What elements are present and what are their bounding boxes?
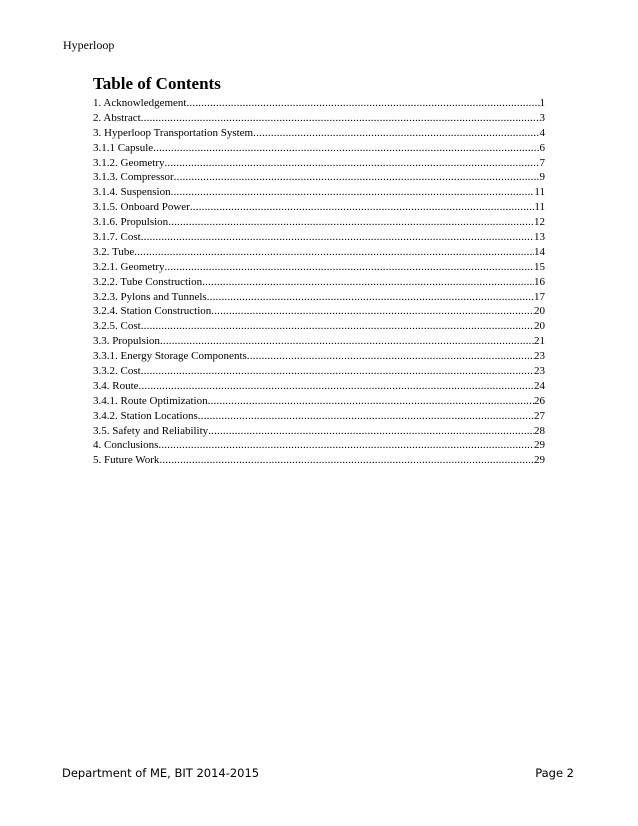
toc-entry-page: 3 bbox=[539, 111, 545, 124]
toc-entry-page: 6 bbox=[539, 141, 545, 154]
toc-entry-page: 13 bbox=[534, 231, 545, 244]
toc-entry bbox=[93, 215, 545, 230]
toc-entry-page: 1 bbox=[539, 97, 545, 109]
toc-entry-label: 3.2.2. Tube Construction bbox=[93, 275, 203, 288]
toc-entry bbox=[93, 453, 545, 468]
toc-entry bbox=[93, 379, 545, 394]
toc-entry-label: 3.2.1. Geometry bbox=[93, 260, 165, 273]
toc-dot-leader bbox=[160, 334, 534, 349]
toc-dot-leader bbox=[247, 349, 534, 364]
toc-dot-leader bbox=[207, 290, 534, 305]
toc-entry-page: 16 bbox=[534, 275, 545, 288]
toc-entry bbox=[93, 349, 545, 364]
toc-dot-leader bbox=[171, 185, 535, 200]
toc-entry bbox=[93, 409, 545, 424]
toc-entry-label: 3.2.4. Station Construction bbox=[93, 305, 212, 318]
toc-entry bbox=[93, 111, 545, 126]
toc-entry-page: 28 bbox=[534, 424, 545, 437]
toc-entry-label: 3.1.4. Suspension bbox=[93, 186, 171, 199]
toc-dot-leader bbox=[190, 200, 535, 215]
toc-entry bbox=[93, 185, 545, 200]
toc-dot-leader bbox=[168, 215, 534, 230]
toc-entry-label: 3.4. Route bbox=[93, 379, 139, 392]
toc-entry-label: 3.3. Propulsion bbox=[93, 335, 160, 348]
toc-entry-page: 17 bbox=[534, 290, 545, 303]
toc-entry-label: 3.3.1. Energy Storage Components bbox=[93, 350, 247, 363]
toc-title: Table of Contents bbox=[93, 74, 221, 93]
toc-dot-leader bbox=[158, 438, 534, 453]
toc-entry-label: 3.5. Safety and Reliability bbox=[93, 424, 209, 437]
toc-entry-page: 15 bbox=[534, 260, 545, 273]
toc-dot-leader bbox=[208, 394, 534, 409]
toc-entry-label: 3.3.2. Cost bbox=[93, 365, 141, 378]
toc-entry-page: 14 bbox=[534, 245, 545, 258]
toc-entry-page: 7 bbox=[539, 156, 545, 169]
footer-page-number: Page 2 bbox=[535, 766, 574, 780]
toc-entry bbox=[93, 96, 545, 111]
toc-entry bbox=[93, 334, 545, 349]
toc-entry-label: 3.4.1. Route Optimization bbox=[93, 394, 208, 407]
toc-entry-page: 23 bbox=[534, 365, 545, 378]
toc-entry bbox=[93, 126, 545, 141]
toc-entry-page: 4 bbox=[539, 126, 545, 139]
toc-dot-leader bbox=[186, 96, 539, 111]
toc-dot-leader bbox=[141, 364, 534, 379]
toc-entry-page: 29 bbox=[534, 439, 545, 452]
toc-entry-label: 3.1.6. Propulsion bbox=[93, 216, 169, 229]
toc-entry bbox=[93, 394, 545, 409]
toc-entry bbox=[93, 156, 545, 171]
toc-dot-leader bbox=[164, 260, 534, 275]
toc-entry-label: 5. Future Work bbox=[93, 454, 160, 467]
toc-dot-leader bbox=[202, 275, 534, 290]
toc-entry-label: 1. Acknowledgement bbox=[93, 97, 187, 109]
toc-dot-leader bbox=[174, 170, 540, 185]
toc-entry bbox=[93, 141, 545, 156]
toc-entry bbox=[93, 200, 545, 215]
toc-entry-page: 12 bbox=[534, 216, 545, 229]
toc-dot-leader bbox=[134, 245, 534, 260]
toc-dot-leader bbox=[164, 156, 539, 171]
toc-dot-leader bbox=[141, 111, 540, 126]
toc-entry bbox=[93, 170, 545, 185]
toc-entry bbox=[93, 260, 545, 275]
toc-list bbox=[93, 96, 545, 468]
toc-entry bbox=[93, 424, 545, 439]
toc-entry bbox=[93, 438, 545, 453]
toc-entry-page: 21 bbox=[534, 335, 545, 348]
toc-entry bbox=[93, 364, 545, 379]
toc-entry-label: 3.1.5. Onboard Power bbox=[93, 201, 190, 214]
toc-entry-label: 2. Abstract bbox=[93, 111, 141, 124]
toc-entry bbox=[93, 230, 545, 245]
toc-entry-label: 3.1.7. Cost bbox=[93, 231, 141, 244]
toc-dot-leader bbox=[208, 424, 534, 439]
toc-entry-label: 3. Hyperloop Transportation System bbox=[93, 126, 254, 139]
toc-entry-label: 3.1.1 Capsule bbox=[93, 141, 154, 154]
toc-entry-label: 3.2.3. Pylons and Tunnels bbox=[93, 290, 207, 303]
toc-entry-label: 3.2. Tube bbox=[93, 245, 135, 258]
toc-entry-page: 11 bbox=[534, 201, 545, 214]
toc-dot-leader bbox=[211, 304, 534, 319]
toc-entry-page: 23 bbox=[534, 350, 545, 363]
toc-dot-leader bbox=[253, 126, 539, 141]
toc-dot-leader bbox=[141, 230, 534, 245]
toc-entry-page: 20 bbox=[534, 305, 545, 318]
toc-entry bbox=[93, 275, 545, 290]
toc-entry-page: 9 bbox=[539, 171, 545, 184]
toc-dot-leader bbox=[159, 453, 534, 468]
toc-entry-label: 4. Conclusions bbox=[93, 439, 159, 452]
toc-dot-leader bbox=[141, 319, 534, 334]
toc-dot-leader bbox=[139, 379, 534, 394]
toc-entry-page: 29 bbox=[534, 454, 545, 467]
toc-entry-page: 27 bbox=[534, 409, 545, 422]
toc-entry-page: 24 bbox=[534, 379, 545, 392]
toc-entry-label: 3.1.2. Geometry bbox=[93, 156, 165, 169]
footer-department: Department of ME, BIT 2014-2015 bbox=[62, 766, 260, 780]
toc-entry-page: 20 bbox=[534, 320, 545, 333]
toc-entry-page: 26 bbox=[534, 394, 545, 407]
toc-dot-leader bbox=[153, 141, 539, 156]
toc-entry bbox=[93, 319, 545, 334]
toc-entry bbox=[93, 290, 545, 305]
toc-entry bbox=[93, 304, 545, 319]
toc-dot-leader bbox=[198, 409, 534, 424]
toc-entry-label: 3.2.5. Cost bbox=[93, 320, 141, 333]
running-header: Hyperloop bbox=[63, 38, 115, 52]
toc-entry-label: 3.1.3. Compressor bbox=[93, 171, 174, 184]
toc-entry-page: 11 bbox=[534, 186, 545, 199]
toc-entry bbox=[93, 245, 545, 260]
toc-entry-label: 3.4.2. Station Locations bbox=[93, 409, 198, 422]
